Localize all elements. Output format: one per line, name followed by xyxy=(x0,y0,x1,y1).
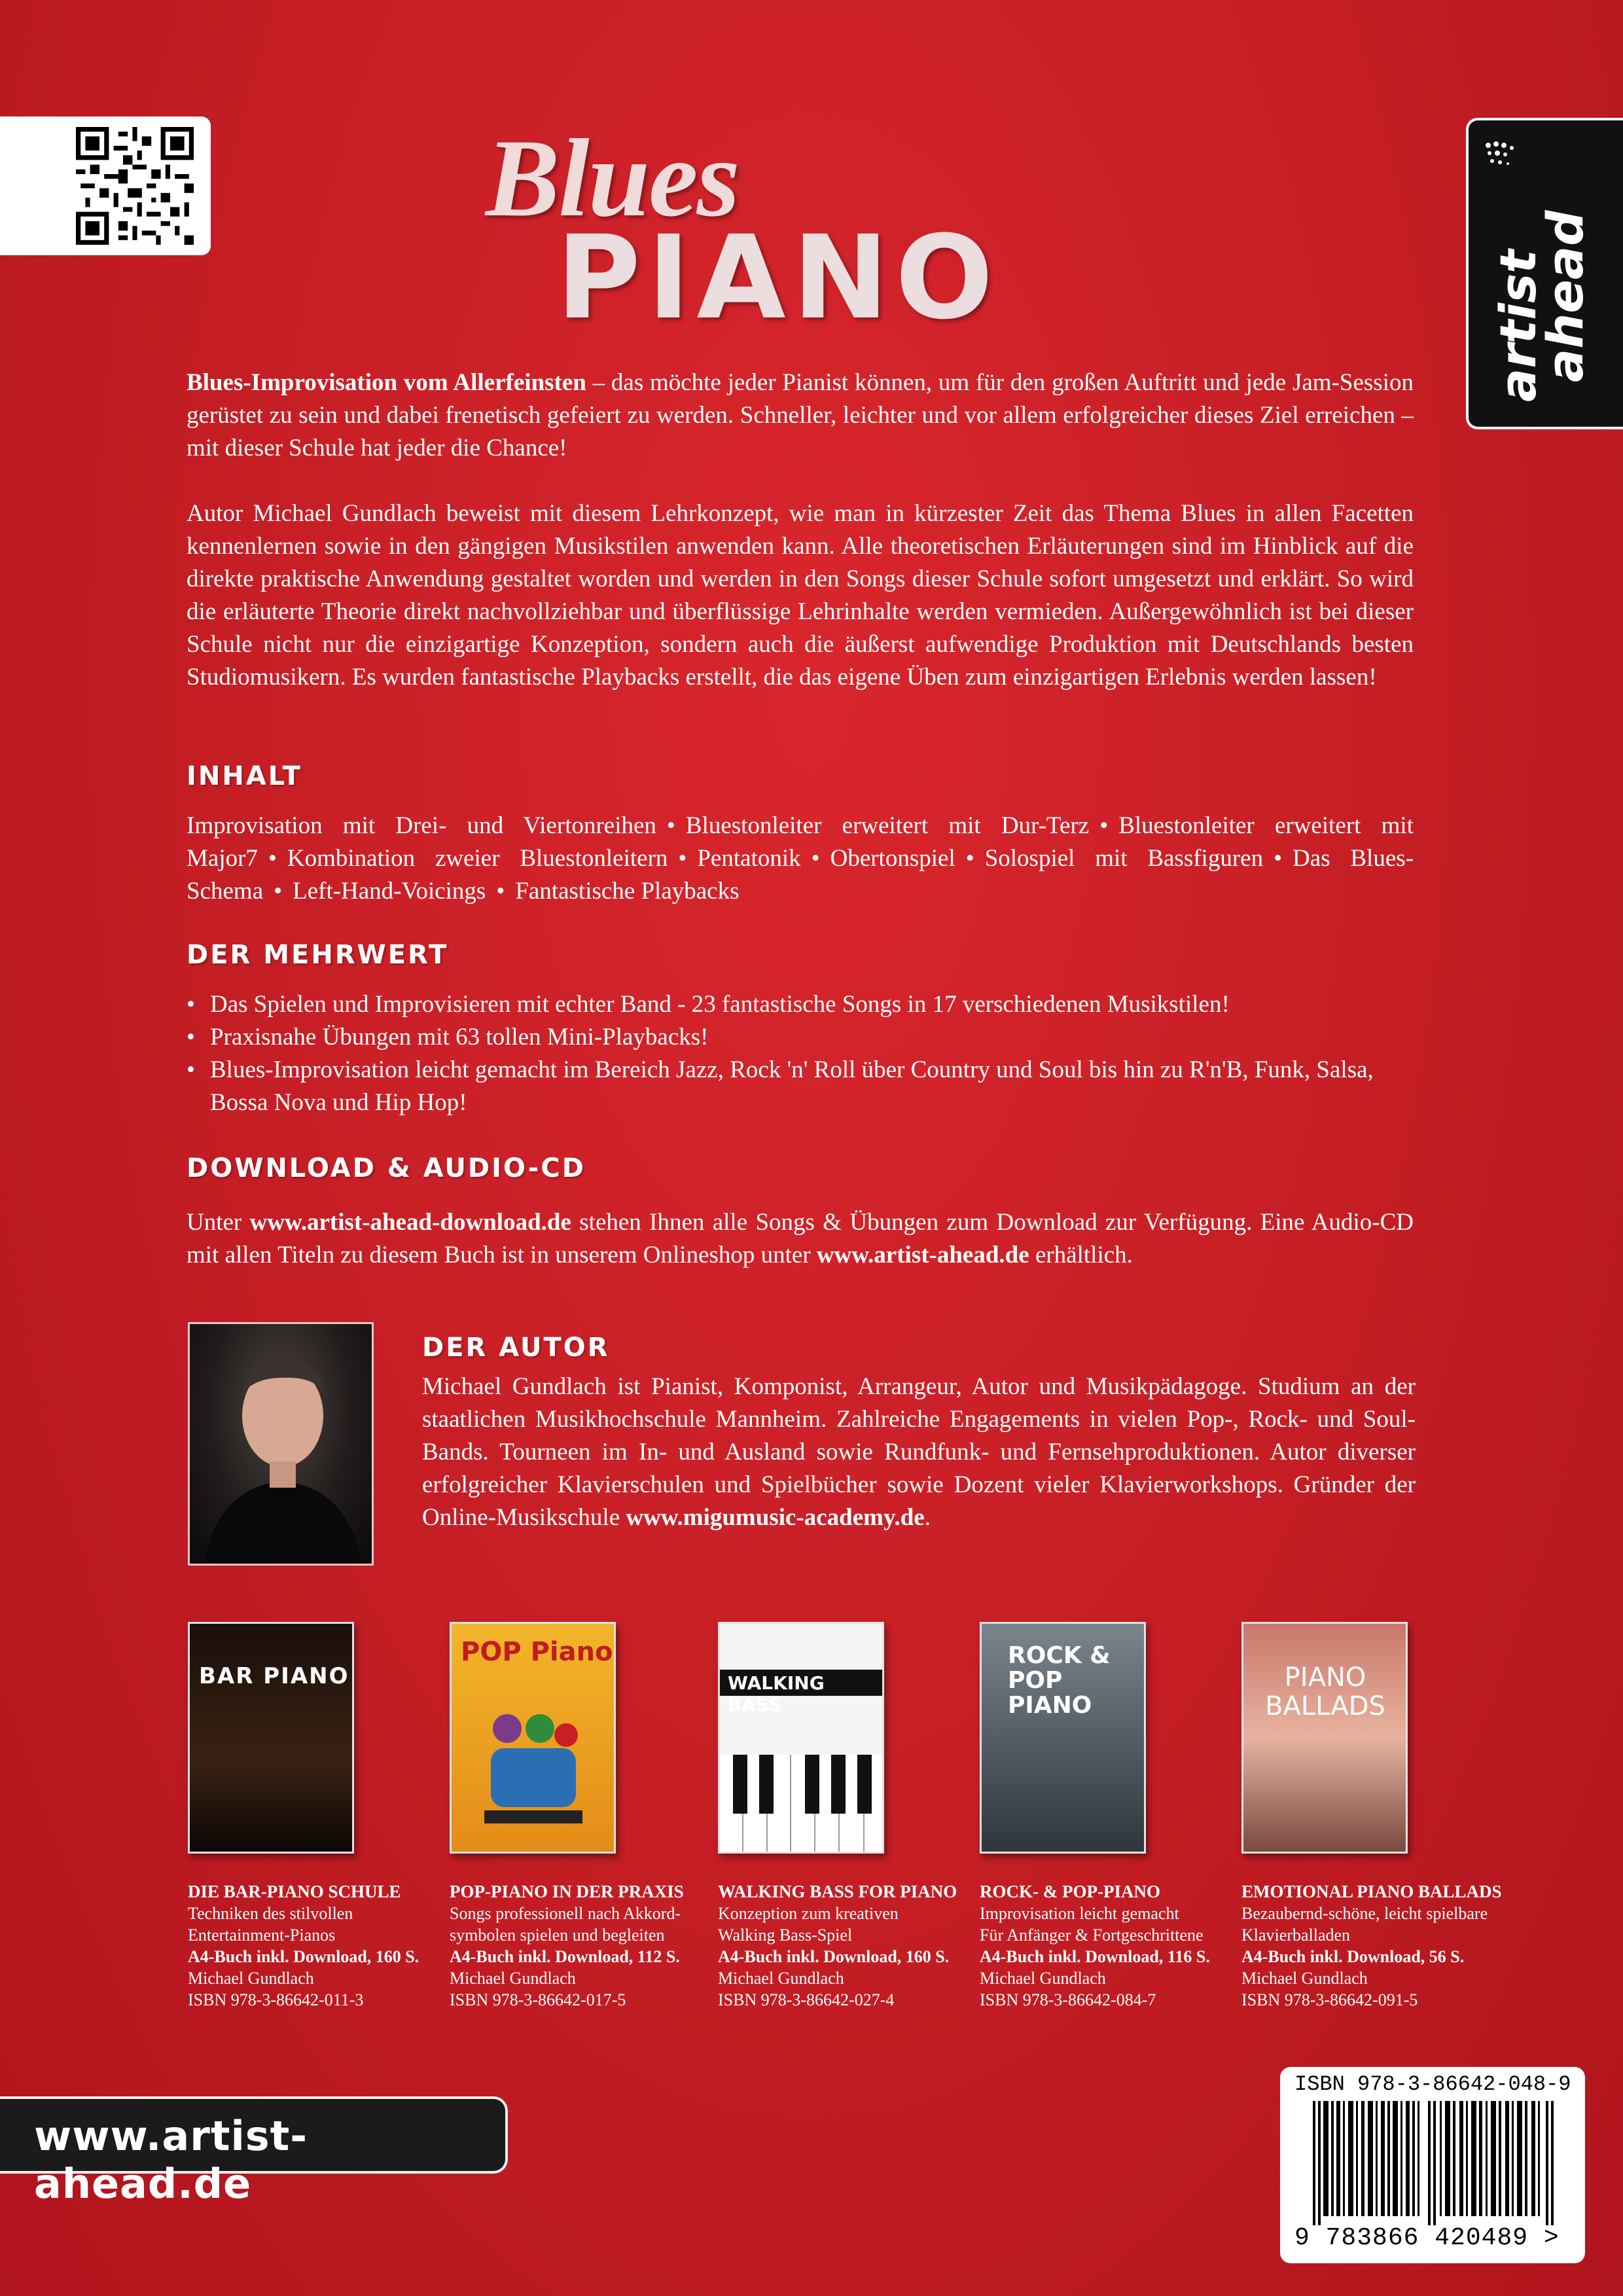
qr-code[interactable] xyxy=(0,117,211,255)
book-cover[interactable] xyxy=(1241,1622,1408,1854)
book-isbn: ISBN 978-3-86642-084-7 xyxy=(980,1990,1156,2009)
title-blues: Blues xyxy=(486,117,739,240)
book-cover-title: WALKING BASS xyxy=(728,1672,825,1715)
book-format: A4-Buch inkl. Download, 56 S. xyxy=(1241,1947,1465,1966)
logo-text-artist: artist xyxy=(1489,249,1547,402)
book-format: A4-Buch inkl. Download, 160 S. xyxy=(188,1947,419,1966)
inhalt-item: Pentatonik xyxy=(697,845,801,872)
intro-paragraph xyxy=(187,367,1414,465)
barcode-digits: 9 783866 420489 > xyxy=(1294,2224,1560,2252)
download-url-link[interactable]: www.artist-ahead-download.de xyxy=(249,1209,571,1236)
qr-code-icon xyxy=(76,127,194,245)
author-bio-end: . xyxy=(924,1504,931,1531)
download-text: erhältlich. xyxy=(1029,1242,1133,1268)
inhalt-item: Kombination zweier Bluestonleitern xyxy=(287,845,668,872)
book-cover[interactable] xyxy=(188,1622,354,1854)
heading-autor: DER AUTOR xyxy=(422,1333,610,1363)
book-author: Michael Gundlach xyxy=(450,1969,576,1988)
book-cover-illustration-icon xyxy=(478,1702,589,1833)
author-photo xyxy=(188,1322,374,1566)
description-paragraph: Autor Michael Gundlach beweist mit diesem Lehrkonzept, wie man in kürzester Zeit das Thema Blues in allen Facetten kennenlernen sowie in den gängigen Musikstilen anwenden kann. Alle theoretischen Erläuterungen sind im Hinblick auf die direkte praktische Anwendung gestaltet worden und werden in den Songs dieser Schule sofort umgesetzt und erklärt. So wird die erläuterte Theorie direkt nachvollziehbar und überflüssige Lehrinhalte werden vermieden. Außergewöhnlich ist bei dieser Schule nicht nur die einzigartige Konzeption, sondern auch die äußerst aufwendige Produktion mit Deutschlands besten Studiomusikern. Es wurden fantastische Playbacks erstellt, die das eigene Üben zum einzigartigen Erlebnis werden lassen! xyxy=(187,500,1414,691)
inhalt-item: Improvisation mit Drei- und Viertonreihen xyxy=(187,812,656,839)
inhalt-item: Bluestonleiter erweitert mit Major7 xyxy=(187,812,1414,872)
book-meta xyxy=(980,1881,1241,2011)
isbn-barcode xyxy=(1280,2067,1585,2263)
logo-text-ahead: ahead xyxy=(1536,210,1595,382)
book-card[interactable] xyxy=(1241,1622,1503,2011)
website-url[interactable]: www.artist-ahead.de xyxy=(34,2112,308,2208)
intro-rest: – das möchte jeder Pianist können, um für den großen Auftritt und jede Jam-Session gerüstet zu sein und dabei frenetisch gefeiert zu werden. Schneller, leichter und vor allem erfolgreicher dieses Ziel erreichen – mit dieser Schule hat jeder die Chance! xyxy=(187,369,1414,461)
book-card[interactable] xyxy=(980,1622,1241,2011)
book-meta xyxy=(1241,1881,1503,2011)
book-meta xyxy=(450,1881,711,2011)
download-text: stehen Ihnen alle Songs & Übungen zum Download zur Verfügung. Eine Audio-CD mit allen Titeln zu diesem Buch ist in unserem Onlineshop unter xyxy=(187,1209,1414,1268)
book-card[interactable] xyxy=(450,1622,711,2011)
book-title: WALKING BASS FOR PIANO xyxy=(718,1882,957,1901)
book-format: A4-Buch inkl. Download, 112 S. xyxy=(450,1947,680,1966)
book-isbn: ISBN 978-3-86642-027-4 xyxy=(718,1990,895,2009)
piano-keys-icon xyxy=(720,1755,882,1852)
book-cover[interactable] xyxy=(980,1622,1146,1854)
download-text: Unter xyxy=(187,1209,250,1236)
isbn-label: ISBN 978-3-86642-048-9 xyxy=(1294,2072,1571,2096)
book-desc: Konzeption zum kreativen xyxy=(718,1904,899,1923)
book-card[interactable] xyxy=(188,1622,450,2011)
book-desc: Entertainment-Pianos xyxy=(188,1926,336,1945)
book-isbn: ISBN 978-3-86642-017-5 xyxy=(450,1990,626,2009)
book-desc: Walking Bass-Spiel xyxy=(718,1926,853,1945)
book-meta xyxy=(188,1881,450,2011)
barcode-icon xyxy=(1313,2101,1555,2225)
book-desc: Improvisation leicht gemacht xyxy=(980,1904,1179,1923)
book-cover[interactable] xyxy=(450,1622,616,1854)
book-author: Michael Gundlach xyxy=(188,1969,314,1988)
inhalt-item: Das Blues-Schema xyxy=(187,845,1414,905)
book-cover-title: POP Piano xyxy=(461,1637,613,1667)
heading-inhalt: INHALT xyxy=(187,761,302,791)
list-item: • Das Spielen und Improvisieren mit echter Band - 23 fantastische Songs in 17 verschiedenen Musikstilen! xyxy=(187,988,1414,1021)
title-piano: PIANO xyxy=(556,211,1000,345)
inhalt-item: Left-Hand-Voicings xyxy=(293,878,486,905)
inhalt-list: Improvisation mit Drei- und Viertonreihen • Bluestonleiter erweitert mit Dur-Terz • Bluestonleiter erweitert mit Major7 • Kombination zweier Bluestonleitern • Pentatonik • Obertonspiel • Solospiel mit Bassfiguren • Das Blues-Schema • Left-Hand-Voicings • Fantastische Playbacks xyxy=(187,812,1414,905)
book-author: Michael Gundlach xyxy=(718,1969,844,1988)
book-title: POP-PIANO IN DER PRAXIS xyxy=(450,1882,684,1901)
book-cover-title: ROCK & POP PIANO xyxy=(1008,1642,1111,1719)
book-isbn: ISBN 978-3-86642-011-3 xyxy=(188,1990,364,2009)
book-title: DIE BAR-PIANO SCHULE xyxy=(188,1882,401,1901)
academy-url-link[interactable]: www.migumusic-academy.de xyxy=(626,1504,925,1531)
book-cover[interactable] xyxy=(718,1622,884,1854)
logo-dots-icon xyxy=(1482,139,1534,178)
book-title: ROCK- & POP-PIANO xyxy=(980,1882,1160,1901)
list-item: • Blues-Improvisation leicht gemacht im Bereich Jazz, Rock 'n' Roll über Country und Soul bis hin zu R'n'B, Funk, Salsa, Bossa Nova und Hip Hop! xyxy=(187,1054,1414,1119)
shop-url-link[interactable]: www.artist-ahead.de xyxy=(816,1242,1029,1268)
list-item: • Praxisnahe Übungen mit 63 tollen Mini-Playbacks! xyxy=(187,1021,1414,1054)
book-author: Michael Gundlach xyxy=(980,1969,1106,1988)
book-cover-title: BAR PIANO xyxy=(199,1663,349,1689)
download-paragraph xyxy=(187,1206,1414,1272)
author-bio xyxy=(422,1371,1416,1534)
heading-download: DOWNLOAD & AUDIO-CD xyxy=(187,1153,586,1183)
heading-mehrwert: DER MEHRWERT xyxy=(187,940,449,970)
inhalt-item: Bluestonleiter erweitert mit Dur-Terz xyxy=(685,812,1090,839)
book-desc: Klavierballaden xyxy=(1241,1926,1351,1945)
inhalt-item: Solospiel mit Bassfiguren xyxy=(984,845,1264,872)
book-desc: Songs professionell nach Akkord- xyxy=(450,1904,681,1923)
intro-bold: Blues-Improvisation vom Allerfeinsten xyxy=(187,369,586,396)
book-desc: Für Anfänger & Fortgeschrittene xyxy=(980,1926,1204,1945)
book-desc: Bezaubernd-schöne, leicht spielbare xyxy=(1241,1904,1488,1923)
book-title: EMOTIONAL PIANO BALLADS xyxy=(1241,1882,1502,1901)
book-desc: Techniken des stilvollen xyxy=(188,1904,353,1923)
publisher-logo xyxy=(1466,118,1623,429)
author-portrait-icon xyxy=(190,1324,374,1566)
book-format: A4-Buch inkl. Download, 116 S. xyxy=(980,1947,1210,1966)
book-format: A4-Buch inkl. Download, 160 S. xyxy=(718,1947,950,1966)
book-author: Michael Gundlach xyxy=(1241,1969,1368,1988)
book-desc: symbolen spielen und begleiten xyxy=(450,1926,665,1945)
website-link-bar[interactable] xyxy=(0,2096,508,2208)
book-cover-title: PIANO BALLADS xyxy=(1265,1662,1385,1721)
author-bio-text: Michael Gundlach ist Pianist, Komponist, Arrangeur, Autor und Musikpädagoge. Studium an der staatlichen Musikhochschule Mannheim. Zahlreiche Engagements in vielen Pop-, Rock- und Soul-Bands. Tourneen im In- und Ausland sowie Rundfunk- und Fernsehproduktionen. Autor diverser erfolgreicher Klavierschulen und Spielbücher sowie Dozent vieler Klavierworkshops. Gründer der Online-Musikschule xyxy=(422,1373,1416,1531)
book-isbn: ISBN 978-3-86642-091-5 xyxy=(1241,1990,1418,2009)
inhalt-item: Fantastische Playbacks xyxy=(515,878,740,905)
book-meta xyxy=(718,1881,980,2011)
inhalt-item: Obertonspiel xyxy=(830,845,955,872)
book-card[interactable] xyxy=(718,1622,980,2011)
mehrwert-list xyxy=(187,988,1414,1119)
